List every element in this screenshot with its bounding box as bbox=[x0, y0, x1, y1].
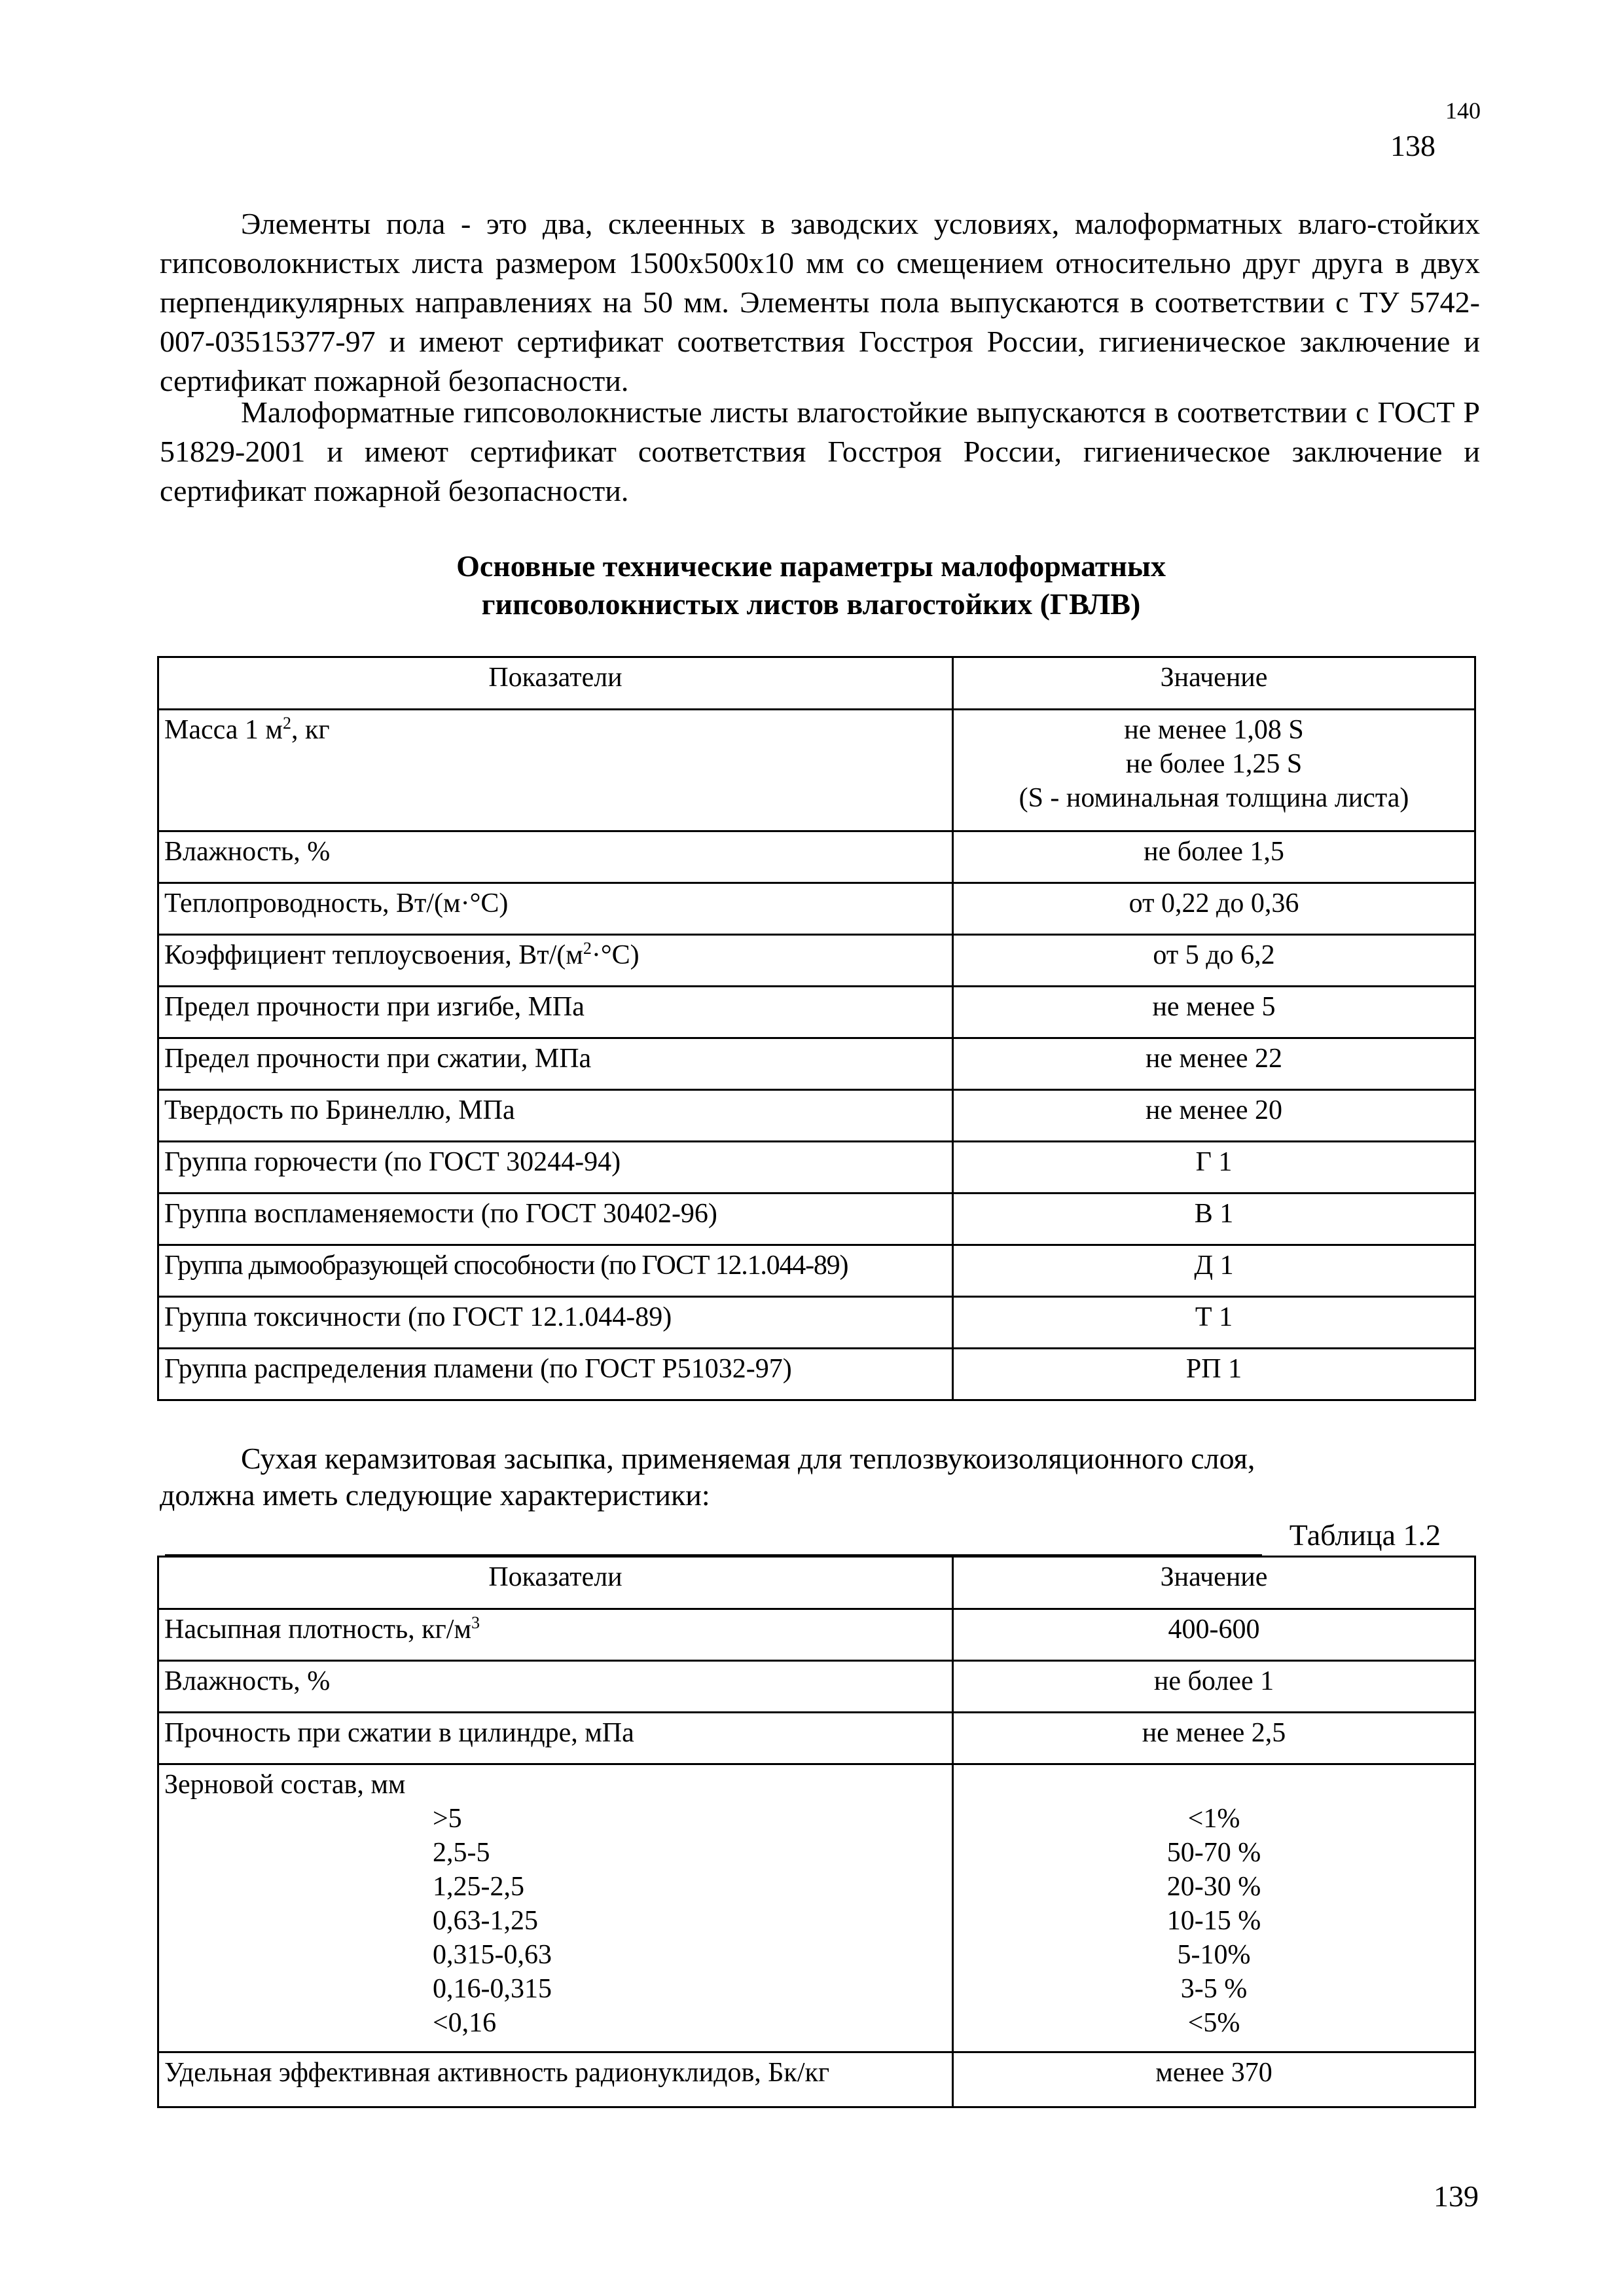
page-number-small: 140 bbox=[1445, 98, 1481, 124]
table-row bbox=[158, 710, 1475, 831]
table-row bbox=[158, 1090, 1475, 1142]
table-header-row bbox=[158, 657, 1475, 710]
grain-value: 10-15 % bbox=[1166, 1906, 1261, 1936]
param-cell: Влажность, % bbox=[158, 1661, 953, 1713]
param-text: Масса 1 м bbox=[164, 715, 283, 745]
superscript: 3 bbox=[471, 1613, 480, 1632]
value-cell bbox=[953, 1764, 1475, 2052]
value-cell: 400-600 bbox=[953, 1609, 1475, 1661]
table-row bbox=[158, 1142, 1475, 1194]
param-text: ·°С) bbox=[591, 940, 640, 970]
value-cell: не более 1 bbox=[953, 1661, 1475, 1713]
param-cell: Группа горючести (по ГОСТ 30244-94) bbox=[158, 1142, 953, 1194]
table-row bbox=[158, 1661, 1475, 1713]
value-cell: не менее 5 bbox=[953, 987, 1475, 1038]
param-cell: Теплопроводность, Вт/(м·°С) bbox=[158, 883, 953, 935]
value-line: не менее 1,08 S bbox=[1124, 715, 1304, 745]
table-gvlv-parameters bbox=[157, 656, 1476, 1401]
param-cell: Группа дымообразующей способности (по ГОСТ 12.1.044-89) bbox=[158, 1245, 953, 1297]
grain-size: 2,5-5 bbox=[433, 1838, 490, 1868]
paragraph-floor-elements: Элементы пола - это два, склеенных в заводских условиях, малоформатных влаго-стойких гипсоволокнистых листа размером 1500х500х10 мм со смещением относительно друг друга в двух перпендикулярных направлениях на 50 мм. Элементы пола выпускаются в соответствии с ТУ 5742-007-03515377-97 и имеют сертификат соответствия Госстроя России, гигиеническое заключение и сертификат пожарной безопасности. bbox=[160, 207, 1480, 397]
paragraph-keramzit bbox=[160, 1440, 1255, 1514]
param-cell: Удельная эффективная активность радионуклидов, Бк/кг bbox=[158, 2052, 953, 2107]
param-text: , кг bbox=[291, 715, 330, 745]
table-row bbox=[158, 831, 1475, 883]
value-cell: не менее 2,5 bbox=[953, 1713, 1475, 1764]
value-cell: В 1 bbox=[953, 1194, 1475, 1245]
table1-title-line2: гипсоволокнистых листов влагостойких (ГВЛВ) bbox=[481, 587, 1141, 621]
header-cell: Значение bbox=[953, 657, 1475, 710]
table-row bbox=[158, 987, 1475, 1038]
grain-value: 50-70 % bbox=[1166, 1838, 1261, 1868]
grain-size: 1,25-2,5 bbox=[433, 1872, 524, 1902]
paragraph-gvlv-sheets: Малоформатные гипсоволокнистые листы влагостойкие выпускаются в соответствии с ГОСТ Р 51829-2001 и имеют сертификат соответствия Госстроя России, гигиеническое заключение и сертификат пожарной безопасности. bbox=[160, 395, 1480, 507]
header-cell: Значение bbox=[953, 1557, 1475, 1609]
param-cell: Группа распределения пламени (по ГОСТ Р51032-97) bbox=[158, 1349, 953, 1400]
param-cell: Твердость по Бринеллю, МПа bbox=[158, 1090, 953, 1142]
param-cell bbox=[158, 710, 953, 831]
table-keramzit bbox=[157, 1556, 1476, 2108]
superscript: 2 bbox=[283, 714, 292, 733]
grain-size: 0,16-0,315 bbox=[433, 1974, 552, 2004]
param-cell: Прочность при сжатии в цилиндре, мПа bbox=[158, 1713, 953, 1764]
value-cell: Т 1 bbox=[953, 1297, 1475, 1349]
page-number-top: 138 bbox=[1390, 129, 1435, 162]
table1-title-line1: Основные технические параметры малоформатных bbox=[456, 549, 1166, 583]
value-cell: от 5 до 6,2 bbox=[953, 935, 1475, 987]
grain-value: <5% bbox=[1187, 2008, 1240, 2038]
grain-size: <0,16 bbox=[433, 2008, 497, 2038]
param-cell: Предел прочности при сжатии, МПа bbox=[158, 1038, 953, 1090]
grain-value: 3-5 % bbox=[1180, 1974, 1248, 2004]
page-number-bottom: 139 bbox=[1434, 2179, 1479, 2213]
param-cell bbox=[158, 935, 953, 987]
grain-size: >5 bbox=[433, 1804, 462, 1834]
paragraph-line: должна иметь следующие характеристики: bbox=[160, 1478, 710, 1512]
grain-label: Зерновой состав, мм bbox=[164, 1770, 406, 1800]
grain-size: 0,315-0,63 bbox=[433, 1940, 552, 1970]
grain-value: <1% bbox=[1187, 1804, 1240, 1834]
table-row bbox=[158, 1349, 1475, 1400]
param-cell: Влажность, % bbox=[158, 831, 953, 883]
param-cell: Предел прочности при изгибе, МПа bbox=[158, 987, 953, 1038]
paragraph-line: Сухая керамзитовая засыпка, применяемая для теплозвукоизоляционного слоя, bbox=[241, 1442, 1255, 1475]
grain-size: 0,63-1,25 bbox=[433, 1906, 538, 1936]
value-cell: от 0,22 до 0,36 bbox=[953, 883, 1475, 935]
table-row bbox=[158, 883, 1475, 935]
param-cell bbox=[158, 1609, 953, 1661]
value-cell: не менее 20 bbox=[953, 1090, 1475, 1142]
value-cell: не менее 22 bbox=[953, 1038, 1475, 1090]
param-text: Насыпная плотность, кг/м bbox=[164, 1614, 472, 1645]
value-cell: Г 1 bbox=[953, 1142, 1475, 1194]
value-cell: не более 1,5 bbox=[953, 831, 1475, 883]
table-row bbox=[158, 2052, 1475, 2107]
table-row bbox=[158, 1194, 1475, 1245]
param-text: Коэффициент теплоусвоения, Вт/(м bbox=[164, 940, 583, 970]
header-cell: Показатели bbox=[158, 657, 953, 710]
table-row bbox=[158, 1297, 1475, 1349]
table-header-row bbox=[158, 1557, 1475, 1609]
table-row bbox=[158, 935, 1475, 987]
value-line: не более 1,25 S bbox=[1125, 749, 1303, 779]
table-row bbox=[158, 1713, 1475, 1764]
value-cell: Д 1 bbox=[953, 1245, 1475, 1297]
param-cell: Группа воспламеняемости (по ГОСТ 30402-96) bbox=[158, 1194, 953, 1245]
param-cell bbox=[158, 1764, 953, 2052]
table-row bbox=[158, 1038, 1475, 1090]
table-row bbox=[158, 1609, 1475, 1661]
grain-value: 20-30 % bbox=[1166, 1872, 1261, 1902]
table1-title bbox=[160, 547, 1462, 623]
value-cell bbox=[953, 710, 1475, 831]
value-cell: РП 1 bbox=[953, 1349, 1475, 1400]
superscript: 2 bbox=[583, 939, 592, 958]
value-cell: менее 370 bbox=[953, 2052, 1475, 2107]
grain-value: 5-10% bbox=[1177, 1940, 1251, 1970]
param-cell: Группа токсичности (по ГОСТ 12.1.044-89) bbox=[158, 1297, 953, 1349]
table2-caption: Таблица 1.2 bbox=[1289, 1518, 1441, 1552]
value-line: (S - номинальная толщина листа) bbox=[1019, 783, 1409, 813]
header-cell: Показатели bbox=[158, 1557, 953, 1609]
table-row bbox=[158, 1245, 1475, 1297]
table-row-grain bbox=[158, 1764, 1475, 2052]
